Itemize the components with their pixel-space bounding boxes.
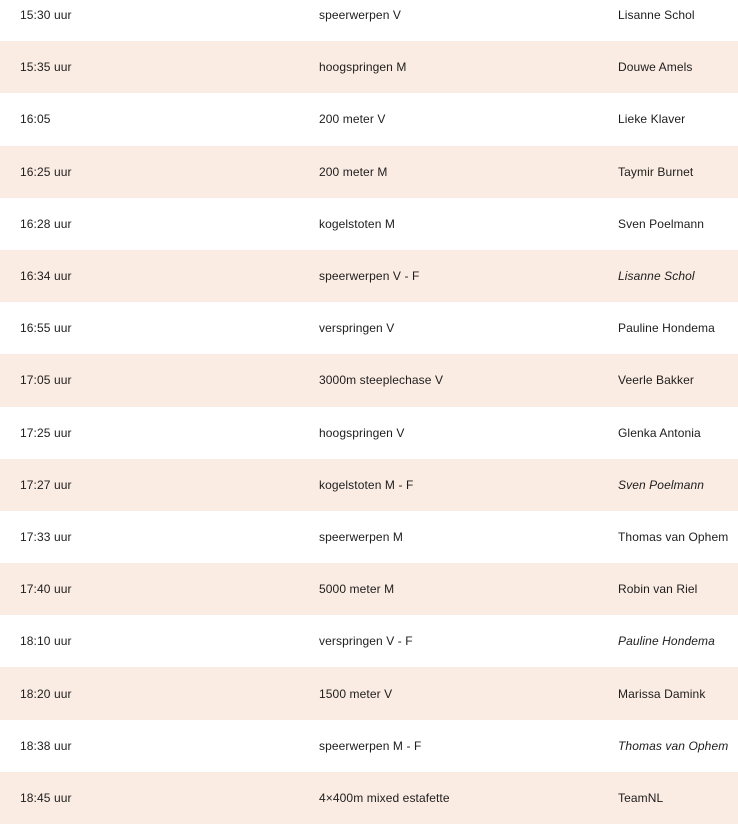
- row-time: 16:55 uur: [20, 321, 72, 336]
- row-event: verspringen V - F: [319, 634, 413, 649]
- row-athlete: Thomas van Ophem: [618, 738, 729, 753]
- row-athlete: Marissa Damink: [618, 686, 706, 701]
- row-time: 17:33 uur: [20, 529, 72, 544]
- row-event: hoogspringen M: [319, 60, 407, 75]
- schedule-row: [0, 407, 738, 459]
- schedule-row: [0, 250, 738, 302]
- row-athlete: Lieke Klaver: [618, 112, 686, 127]
- row-time: 18:20 uur: [20, 686, 72, 701]
- row-time: 17:05 uur: [20, 373, 72, 388]
- row-event: hoogspringen V: [319, 425, 405, 440]
- row-event: 200 meter V: [319, 112, 386, 127]
- row-athlete: Veerle Bakker: [618, 373, 695, 388]
- row-athlete: Sven Poelmann: [618, 477, 705, 492]
- row-athlete: Lisanne Schol: [618, 269, 695, 284]
- row-time: 16:05: [20, 112, 51, 127]
- row-event: speerwerpen V - F: [319, 269, 420, 284]
- schedule-row: [0, 198, 738, 250]
- row-event: 200 meter M: [319, 164, 388, 179]
- row-athlete: Pauline Hondema: [618, 634, 715, 649]
- row-athlete: Sven Poelmann: [618, 216, 705, 231]
- schedule-row: [0, 459, 738, 511]
- row-athlete: Taymir Burnet: [618, 164, 694, 179]
- schedule-row: [0, 772, 738, 824]
- schedule-row: [0, 0, 738, 41]
- row-athlete: Robin van Riel: [618, 582, 698, 597]
- row-time: 15:35 uur: [20, 60, 72, 75]
- row-time: 17:27 uur: [20, 477, 72, 492]
- row-event: kogelstoten M - F: [319, 477, 414, 492]
- schedule-row: [0, 302, 738, 354]
- row-event: speerwerpen V: [319, 8, 402, 23]
- row-time: 18:38 uur: [20, 738, 72, 753]
- row-event: 3000m steeplechase V: [319, 373, 444, 388]
- schedule-row: [0, 41, 738, 93]
- row-athlete: Douwe Amels: [618, 60, 693, 75]
- row-time: 16:28 uur: [20, 216, 72, 231]
- schedule-row: [0, 615, 738, 667]
- schedule-row: [0, 93, 738, 145]
- row-time: 16:25 uur: [20, 164, 72, 179]
- schedule-row: [0, 354, 738, 406]
- schedule-row: [0, 720, 738, 772]
- row-event: speerwerpen M - F: [319, 738, 422, 753]
- row-time: 17:40 uur: [20, 582, 72, 597]
- row-event: verspringen V: [319, 321, 395, 336]
- schedule-row: [0, 563, 738, 615]
- row-time: 18:45 uur: [20, 790, 72, 805]
- row-athlete: Glenka Antonia: [618, 425, 701, 440]
- row-athlete: Lisanne Schol: [618, 8, 695, 23]
- row-event: 1500 meter V: [319, 686, 393, 701]
- row-athlete: Thomas van Ophem: [618, 529, 729, 544]
- row-event: speerwerpen M: [319, 529, 404, 544]
- row-event: kogelstoten M: [319, 216, 396, 231]
- row-athlete: TeamNL: [618, 790, 664, 805]
- row-event: 5000 meter M: [319, 582, 395, 597]
- row-time: 18:10 uur: [20, 634, 72, 649]
- schedule-row: [0, 146, 738, 198]
- schedule-row: [0, 667, 738, 719]
- row-time: 15:30 uur: [20, 8, 72, 23]
- schedule-row: [0, 511, 738, 563]
- row-event: 4×400m mixed estafette: [319, 790, 450, 805]
- row-athlete: Pauline Hondema: [618, 321, 715, 336]
- row-time: 17:25 uur: [20, 425, 72, 440]
- row-time: 16:34 uur: [20, 269, 72, 284]
